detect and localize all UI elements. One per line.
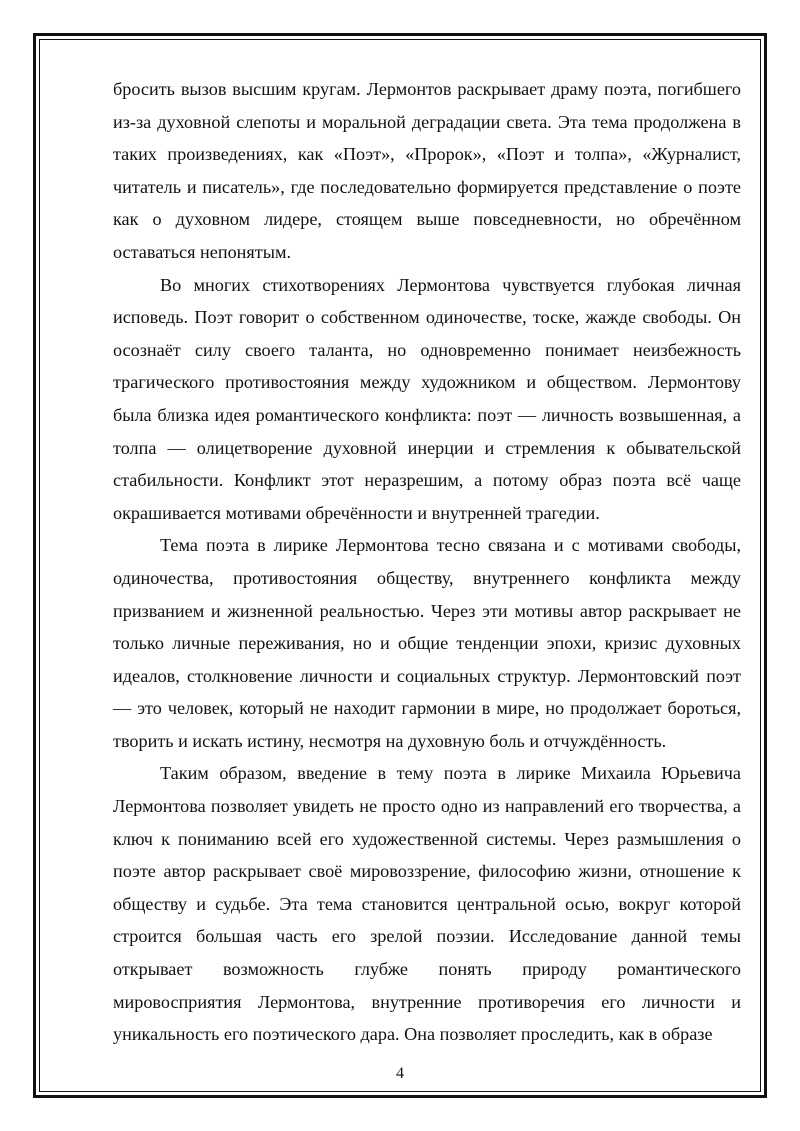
- paragraph: Тема поэта в лирике Лермонтова тесно связана и с мотивами свободы, одиночества, противостояния обществу, внутреннего конфликта между призванием и жизненной реальностью. Через эти мотивы автор раскрывает не только личные переживания, но и общие тенденции эпохи, кризис духовных идеалов, столкновение личности и социальных структур. Лермонтовский поэт — это человек, который не находит гармонии в мире, но продолжает бороться, творить и искать истину, несмотря на духовную боль и отчуждённость.: [113, 535, 741, 751]
- paragraph-continued: бросить вызов высшим кругам. Лермонтов раскрывает драму поэта, погибшего из-за духовной слепоты и моральной деградации света. Эта тема продолжена в таких произведениях, как «Поэт», «Пророк», «Поэт и толпа», «Журналист, читатель и писатель», где последовательно формируется представление о поэте как о духовном лидере, стоящем выше повседневности, но обречённом оставаться непонятым.: [113, 79, 741, 262]
- page-number: 4: [396, 1065, 404, 1082]
- paragraph: Таким образом, введение в тему поэта в лирике Михаила Юрьевича Лермонтова позволяет увидеть не просто одно из направлений его творчества, а ключ к пониманию всей его художественной системы. Через размышления о поэте автор раскрывает своё мировоззрение, философию жизни, отношение к обществу и судьбе. Эта тема становится центральной осью, вокруг которой строится большая часть его зрелой поэзии. Исследование данной темы открывает возможность глубже понять природу романтического мировосприятия Лермонтова, внутренние противоречия его личности и уникальность его поэтического дара. Она позволяет проследить, как в образе: [113, 763, 741, 1045]
- paragraph: Во многих стихотворениях Лермонтова чувствуется глубокая личная исповедь. Поэт говорит о собственном одиночестве, тоске, жажде свободы. Он осознаёт силу своего таланта, но одновременно понимает неизбежность трагического противостояния между художником и обществом. Лермонтову была близка идея романтического конфликта: поэт — личность возвышенная, а толпа — олицетворение духовной инерции и стремления к обывательской стабильности. Конфликт этот неразрешим, а потому образ поэта всё чаще окрашивается мотивами обречённости и внутренней трагедии.: [113, 274, 741, 523]
- document-body: [113, 73, 741, 1051]
